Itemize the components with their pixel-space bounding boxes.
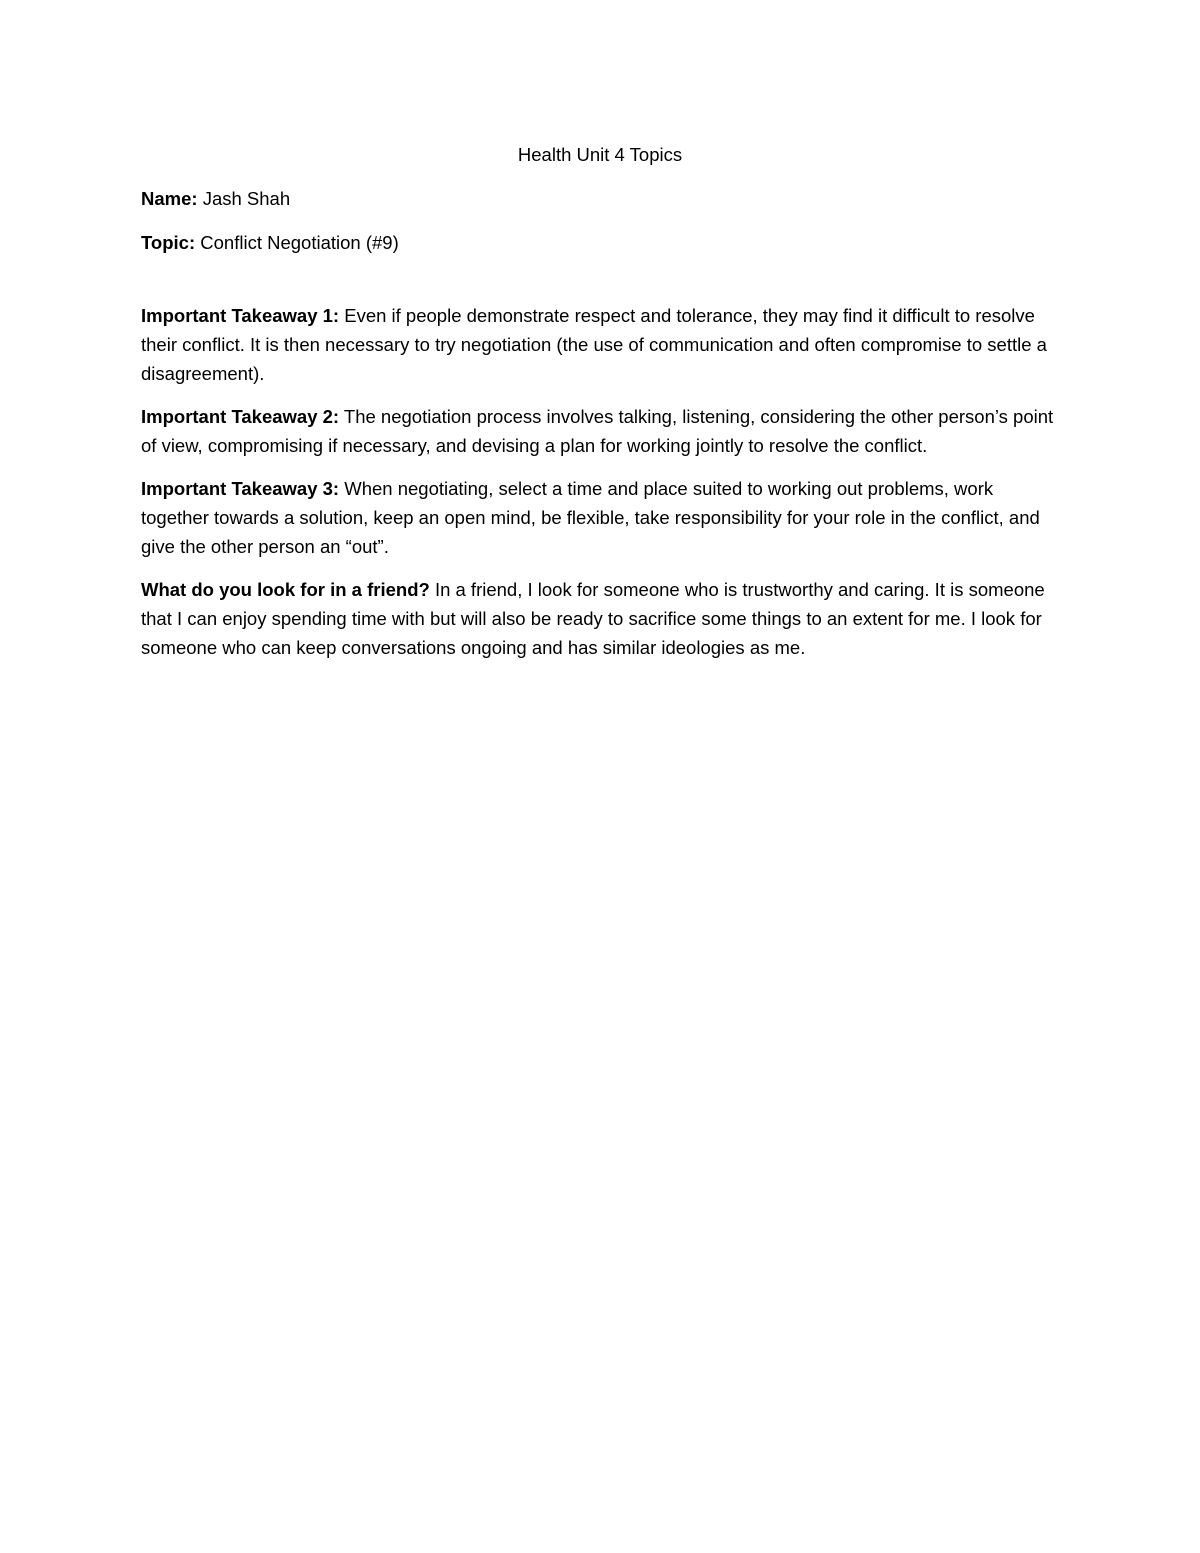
friend-question-text: In a friend, I look for someone who is trustworthy and caring. It is someone that I can enjoy spending time with but will also be ready to sacrifice some things to an extent for me. I look for someone who can keep conversations ongoing and has similar ideologies as me. [141, 579, 1045, 658]
takeaway-2-label: Important Takeaway 2: [141, 406, 340, 427]
name-label: Name: [141, 188, 198, 209]
takeaway-3-label: Important Takeaway 3: [141, 478, 340, 499]
friend-question-paragraph [141, 575, 1059, 662]
takeaway-2-text: The negotiation process involves talking, listening, considering the other person’s point of view, compromising if necessary, and devising a plan for working jointly to resolve the conflict. [141, 406, 1054, 456]
friend-question-label: What do you look for in a friend? [141, 579, 430, 600]
topic-line [141, 228, 1059, 257]
name-value: Jash Shah [202, 188, 291, 209]
document-body [141, 140, 1059, 676]
takeaway-1-text: Even if people demonstrate respect and tolerance, they may find it difficult to resolve their conflict. It is then necessary to try negotiation (the use of communication and often compromise to settle a disagreement). [141, 305, 1047, 384]
name-line [141, 184, 1059, 213]
blank-line [141, 272, 1059, 301]
takeaway-3-paragraph [141, 474, 1059, 561]
topic-value: Conflict Negotiation (#9) [200, 232, 399, 253]
topic-label: Topic: [141, 232, 196, 253]
takeaway-1-paragraph [141, 301, 1059, 388]
takeaway-3-text: When negotiating, select a time and place suited to working out problems, work together towards a solution, keep an open mind, be flexible, take responsibility for your role in the conflict, and give the other person an “out”. [141, 478, 1040, 557]
document-title: Health Unit 4 Topics [517, 144, 683, 165]
takeaway-2-paragraph [141, 402, 1059, 460]
takeaway-1-label: Important Takeaway 1: [141, 305, 340, 326]
